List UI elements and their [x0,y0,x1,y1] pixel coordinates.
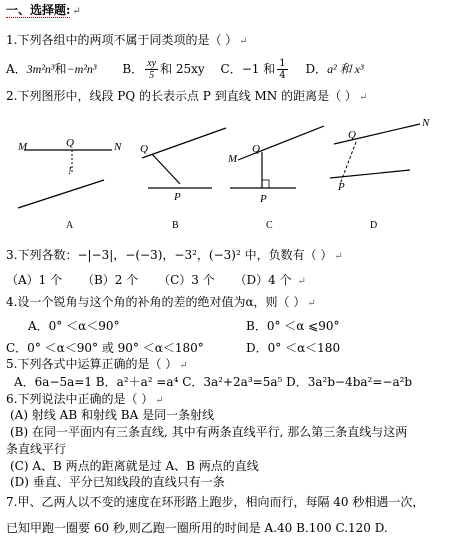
q4-option-c: C．0° ＜α＜90° 或 90° ＜α＜180° [6,341,204,355]
q4-option-d: D．0° ＜α＜180 [246,341,341,355]
q4-option-b: B．0° ＜α ⩽90° [246,319,340,333]
q3-stem: 3.下列各数：−|−3|，−(−3)，−3²，(−3)² 中，负数有（ ） ↵ [6,248,343,262]
label-q: Q [66,137,74,149]
label-p-mark: ! [68,165,72,177]
label-q: Q [252,143,260,155]
q3-option-b: （B）2 个 [81,273,139,287]
caption-c: C [266,220,273,231]
figure-b [140,128,226,231]
q1-option-d: D．a² 和 x³ [305,62,364,76]
label-q: Q [348,129,356,141]
label-p: P [174,191,181,203]
label-p: P [338,181,345,193]
q6-option-b-line2: 条直线平行 [6,442,67,456]
q6-option-c: (C) A、B 两点的距离就是过 A、B 两点的直线 [10,459,259,473]
figure-d [330,117,430,231]
figure-a [17,137,122,231]
q6-option-a: (A) 射线 AB 和射线 BA 是同一条射线 [10,408,215,422]
q1-options [6,56,364,82]
q3-option-c: （C）3 个 [158,273,215,287]
caption-a: A [66,220,74,231]
figure-c [227,126,324,231]
label-p: P [260,193,267,205]
q3-option-a: （A）1 个 [6,273,63,287]
q1-stem: 1.下列各组中的两项不属于同类项的是（ ） ↵ [6,33,248,47]
label-n: N [114,141,122,153]
caption-d: D [370,220,378,231]
label-q: Q [140,143,148,155]
q2-stem: 2.下列图形中，线段 PQ 的长表示点 P 到直线 MN 的距离是（ ） ↵ [6,89,368,103]
caption-b: B [172,220,179,231]
q6-option-b-line1: (B) 在同一平面内有三条直线, 其中有两条直线平行, 那么第三条直线与这两 [10,425,408,439]
q1-option-c: C．−1 和 $\frac{1}{4}$ [220,58,286,81]
q5-stem: 5.下列各式中运算正确的是（ ） ↵ [6,357,188,371]
label-n: N [422,117,430,129]
q6-stem: 6.下列说法中正确的是（ ） ↵ [6,392,164,406]
q1-option-a: A．3m²n³和−m²n³ [6,62,97,76]
q4-option-a: A．0° ＜α＜90° [28,319,120,333]
q7-line1: 7.甲、乙两人以不变的速度在环形路上跑步，相向而行，每隔 40 秒相遇一次， [6,495,425,509]
label-m: M [18,141,28,153]
section-title-text: 一、选择题: [6,3,71,17]
q3-options: （A）1 个 （B）2 个 （C）3 个 （D）4 个 ↵ [6,273,306,287]
q4-stem: 4.设一个锐角与这个角的补角的差的绝对值为α，则（ ） ↵ [6,295,316,309]
q2-figures [0,108,455,238]
section-title: 一、选择题: ↵ [6,3,81,17]
q7-line2: 已知甲跑一圈要 60 秒,则乙跑一圈所用的时间是 A.40 B.100 C.120 D. [6,521,388,535]
q6-option-d: (D) 垂直、平分已知线段的直线只有一条 [10,475,225,489]
q5-options: A．6a−5a=1 B．a²＋a² =a⁴ C．3a²+2a³=5a⁵ D．3a²b−4ba²=−a²b [14,375,413,389]
q1-option-b: B． $\frac{xy}{5}$ 和 25xy [122,58,205,81]
label-m: M [228,153,238,165]
q3-option-d: （D）4 个 [234,273,292,287]
